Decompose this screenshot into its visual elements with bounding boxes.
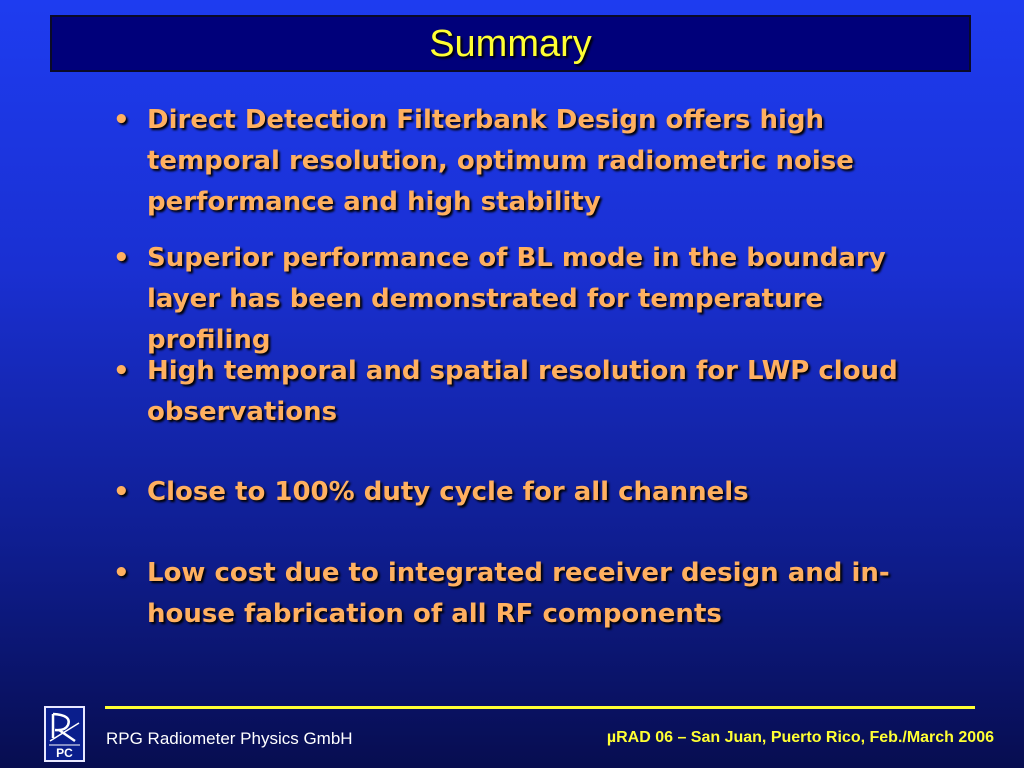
footer-divider	[105, 706, 975, 709]
slide-title: Summary	[429, 22, 592, 65]
bullet-line: Close to 100% duty cycle for all channels	[147, 477, 749, 507]
bullet-line: performance and high stability	[147, 187, 601, 217]
bullet-text	[147, 100, 993, 223]
bullet-line: High temporal and spatial resolution for LWP cloud	[147, 356, 898, 386]
bullet-line: Direct Detection Filterbank Design offers high	[147, 105, 825, 135]
rpg-logo-graphic	[46, 708, 83, 760]
logo-text: PC	[56, 746, 73, 760]
bullet-marker: •	[113, 558, 130, 588]
bullet-marker: •	[113, 105, 130, 135]
bullet-text	[147, 472, 993, 513]
bullet-line: observations	[147, 397, 338, 427]
bullet-item	[113, 472, 993, 513]
bullet-item	[113, 553, 993, 635]
bullet-line: house fabrication of all RF components	[147, 599, 722, 629]
bullet-item	[113, 100, 993, 223]
bullet-line: layer has been demonstrated for temperature	[147, 284, 824, 314]
bullet-marker: •	[113, 477, 130, 507]
footer-company: RPG Radiometer Physics GmbH	[106, 729, 353, 748]
rpg-logo-icon	[44, 706, 85, 762]
bullet-text	[147, 238, 993, 361]
bullet-item	[113, 238, 993, 361]
bullet-item	[113, 351, 993, 433]
bullet-line: profiling	[147, 325, 271, 355]
bullet-marker: •	[113, 356, 130, 386]
bullet-marker: •	[113, 243, 130, 273]
bullet-line: Superior performance of BL mode in the boundary	[147, 243, 886, 273]
bullet-text	[147, 553, 993, 635]
bullet-line: Low cost due to integrated receiver design and in-	[147, 558, 890, 588]
bullet-line: temporal resolution, optimum radiometric noise	[147, 146, 854, 176]
bullet-text	[147, 351, 993, 433]
footer-event: µRAD 06 – San Juan, Puerto Rico, Feb./March 2006	[606, 729, 994, 746]
